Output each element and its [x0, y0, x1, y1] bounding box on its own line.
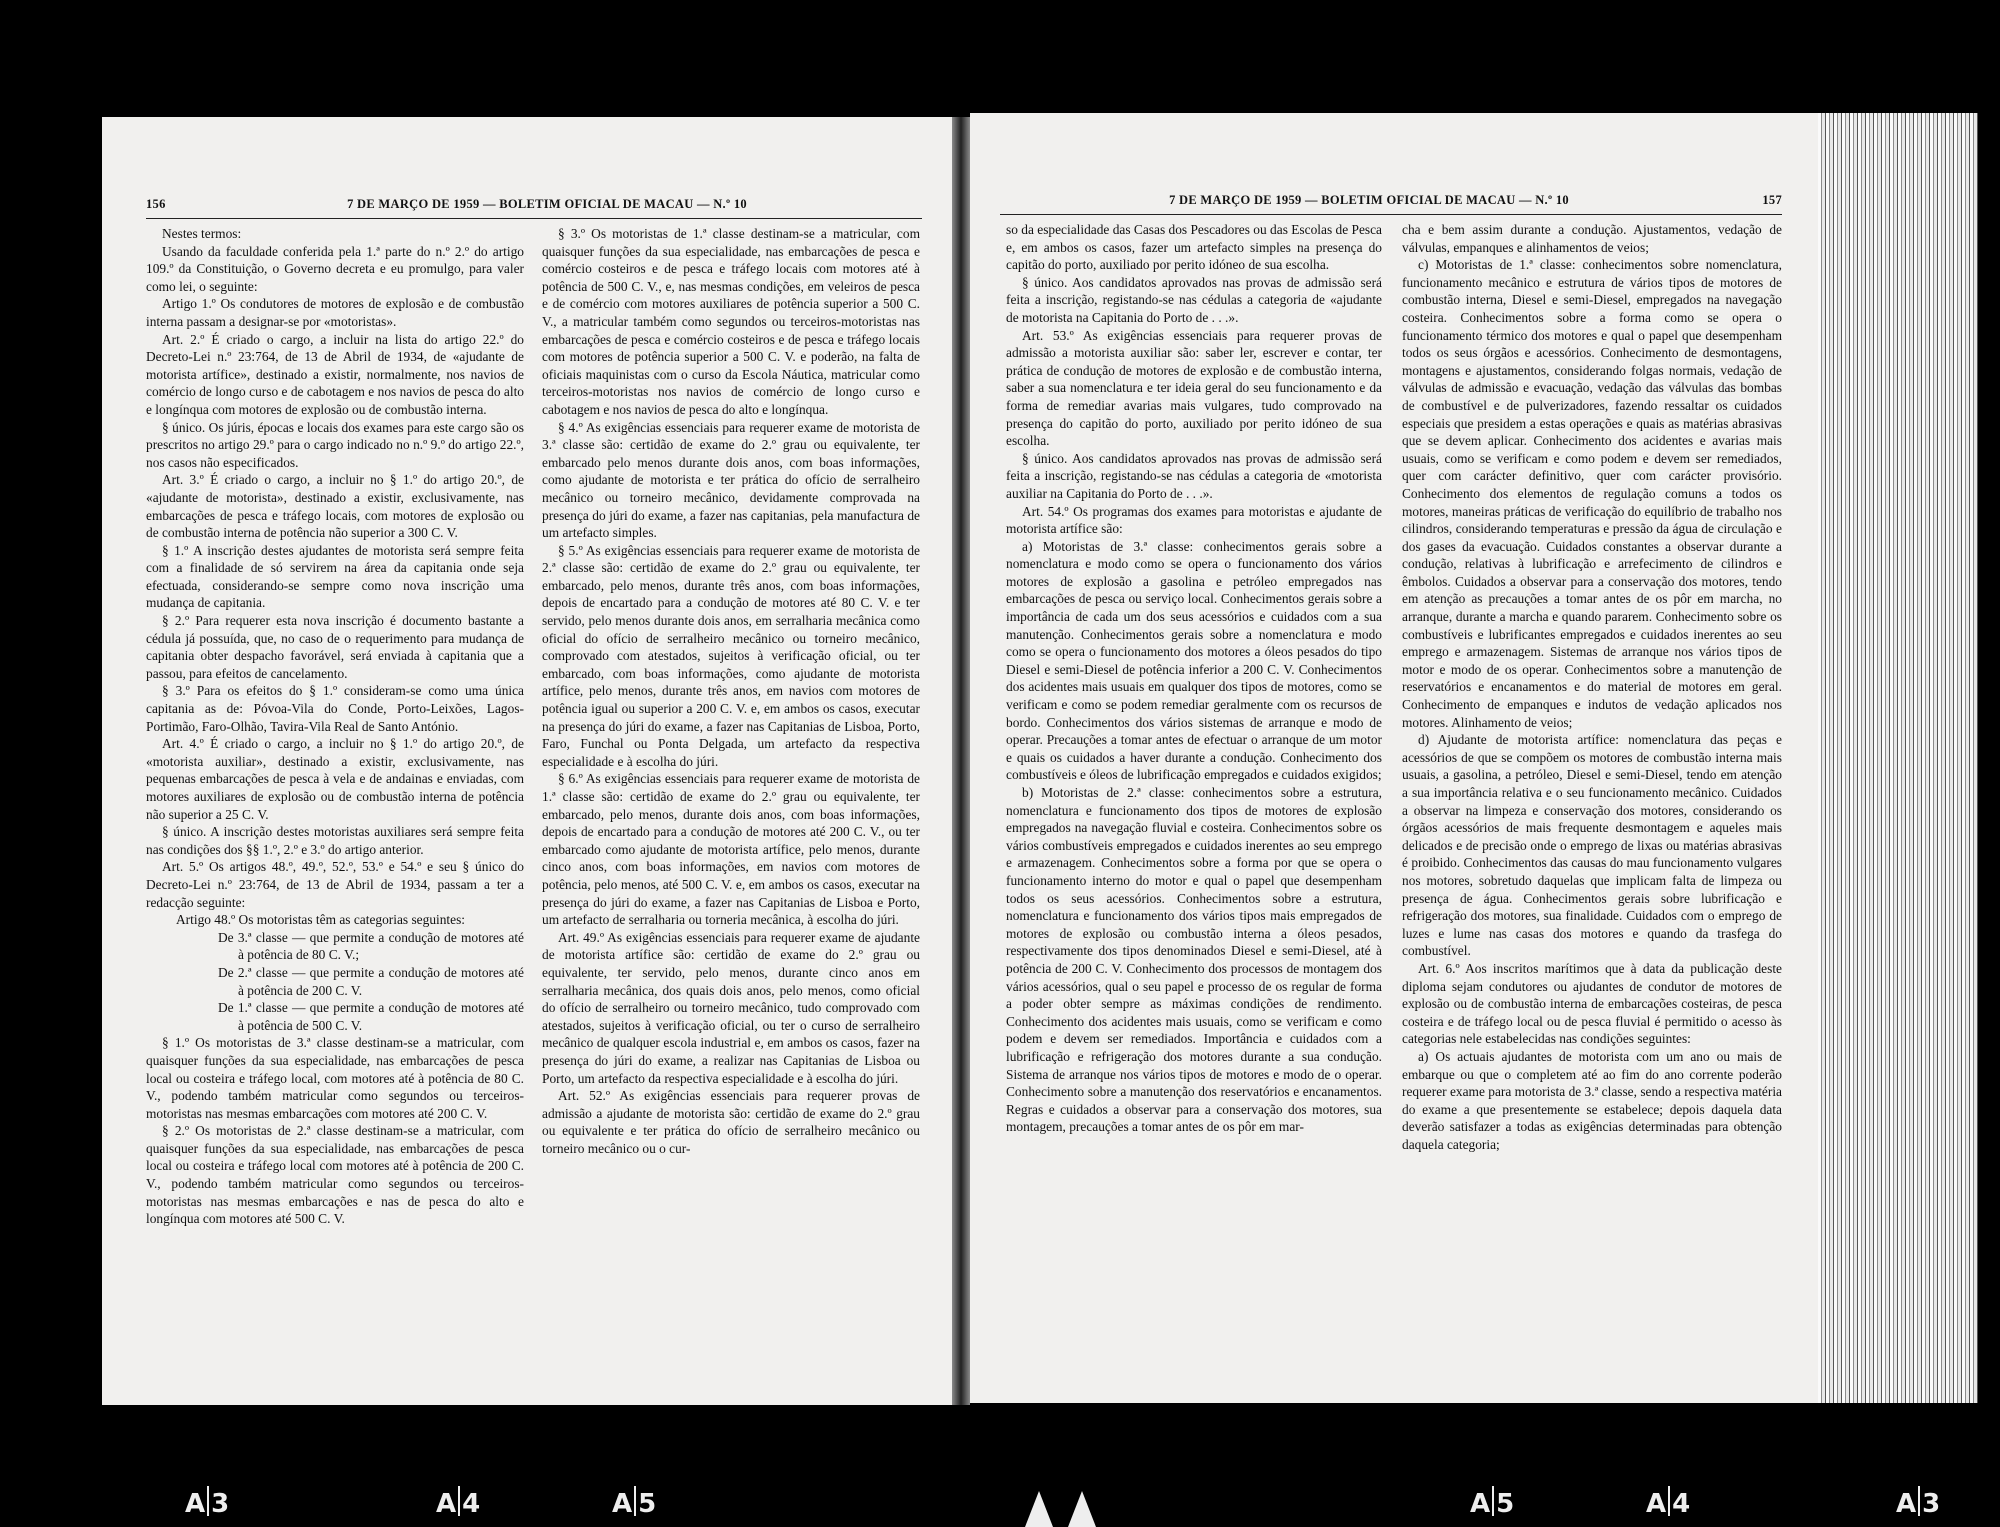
paragraph: Art. 49.º As exigências essenciais para requerer exame de ajudante de motorista artífice são: certidão de exame do 2.º grau ou equivalente, ter servido, pelo menos, durante cinco anos em serralharia mecânica, dos quais dois anos, pelo menos, como oficial do ofício de serralheiro ou torneiro mecânico, tudo comprovado com atestados, sujeitos à verificação oficial, ou ter o curso de serralheiro mecânico de qualquer escola industrial e, em ambos os casos, fazer na presença do júri do exame, a realizar nas Capitanias de Lisboa ou Porto, um artefacto da respectiva especialidade e à escolha do júri.	[542, 929, 920, 1086]
paragraph: Art. 3.º É criado o cargo, a incluir no § 1.º do artigo 20.º, de «ajudante de motorista», destinado a existir, exclusivamente, nas embarcações de pesca e tráfego locais, com motores de explosão ou de combustão interna de potência não superior a 300 C. V.	[146, 472, 524, 541]
paragraph: Art. 52.º As exigências essenciais para requerer provas de admissão a ajudante de motorista são: certidão de exame do 2.º grau ou equivalente e ter prática do ofício de serralheiro mecânico ou torneiro mecânico ou o cur-	[542, 1088, 920, 1156]
paragraph: cha e bem assim durante a condução. Ajustamentos, vedação de válvulas, empanques e alinhamentos de veios;	[1402, 222, 1782, 255]
paragraph: § único. Aos candidatos aprovados nas provas de admissão será feita a inscrição, registando-se nas cédulas a categoria de «motorista auxiliar na Capitania do Porto de . . .».	[1006, 450, 1382, 501]
paragraph: § 2.º Os motoristas de 2.ª classe destinam-se a matricular, com quaisquer funções da sua especialidade, nas embarcações de pesca local ou costeira e tráfego local com motores até à potência de 200 C. V., podendo também matricular como segundos ou terceiros-motoristas nas mesmas embarcações e nas de pesca do alto e longínqua com motores até 500 C. V.	[146, 1123, 524, 1227]
left-page-header	[102, 197, 952, 219]
header-rule	[146, 218, 922, 219]
paragraph: Art. 54.º Os programas dos exames para motoristas e ajudante de motorista artífice são:	[1006, 503, 1382, 537]
paragraph: Nestes termos:	[162, 226, 242, 241]
paragraph: a) Os actuais ajudantes de motorista com um ano ou mais de embarque ou que o completem até ao fim do ano corrente poderão requerer exame para motorista de 3.ª classe, sendo a respectiva matéria do exame a que presentemente se estabelece; depois daquela data deverão satisfazer a todas as exigências determinadas para obtenção daquela categoria;	[1402, 1048, 1782, 1152]
paragraph: § 1.º A inscrição destes ajudantes de motorista será sempre feita com a finalidade de só servirem na área da capitania onde seja efectuada, considerando-se sempre como nova inscrição uma mudança de capitania.	[146, 542, 524, 611]
paragraph: d) Ajudante de motorista artífice: nomenclatura das peças e acessórios de que se compõem os motores de combustão interna mais usuais, a gasolina, a petróleo, Diesel e semi-Diesel, tendo em atenção a sua importância relativa e o seu funcionamento mecânico. Cuidados a observar na limpeza e conservação dos motores, considerando os órgãos acessórios de mais frequente desmontagem e aqueles mais delicados e de precisão onde o emprego de lixas ou matérias abrasivas é proibido. Conhecimentos das causas do mau funcionamento vulgares nos motores, sobretudo daquelas que implicam falta de limpeza ou presença de água. Conhecimentos gerais sobre lubrificação e refrigeração dos motores, sua finalidade. Cuidados com o emprego de luzes e lume nas casas dos motores e quando da trasfega do combustível.	[1402, 732, 1782, 959]
paragraph: c) Motoristas de 1.ª classe: conhecimentos sobre nomenclatura, funcionamento mecânico e estrutura de vários tipos de motores de combustão interna, Diesel e semi-Diesel, empregados na navegação costeira. Conhecimentos sobre a forma como se opera o funcionamento térmico dos motores e qual o papel que desempenham todos os seus órgãos e acessórios. Conhecimento de desmontagens, montagens e ajustamentos, considerando folgas normais, vedação de válvulas de admissão e evacuação, vedação das válvulas das bombas de combustível e de pulverizadores, fazendo ressaltar os cuidados especiais que presidem a estas operações e quais as matérias abrasivas que se devem aplicar. Conhecimento dos acidentes e avarias mais usuais, como se verificam e como podem e devem ser remediados, quer com carácter definitivo, quer com carácter provisório. Conhecimento dos elementos de regulação comuns a todos os motores, maneiras práticas de verificação do equilíbrio de trabalho nos cilindros, considerando temperaturas e pressão da água de circulação e dos gases da evacuação. Cuidados constantes a observar durante a condução, relativas à lubrificação e arrefecimento de cilindros e êmbolos. Cuidados a observar para a conservação dos motores, tendo em atenção as precauções a tomar antes de os pôr em marcha, no arranque, durante a marcha e quando pararem. Conhecimento sobre os combustíveis e lubrificantes empregados e cuidados inerentes ao seu emprego e armazenagem. Sistemas de arranque nos vários tipos de motor e modo de os operar. Conhecimentos sobre a manutenção de reservatórios e encanamentos e do material de motores em geral. Conhecimento de empanques e indutos de vedação aplicados nos motores. Alinhamento de veios;	[1402, 257, 1782, 730]
right-page-column-1	[1006, 221, 1382, 1393]
header-rule	[1000, 214, 1782, 215]
paragraph: § único. Aos candidatos aprovados nas provas de admissão será feita a inscrição, registando-se nas cédulas a categoria de «ajudante de motorista na Capitania do Porto de . . .».	[1006, 274, 1382, 325]
film-mark: A 3	[1896, 1486, 1940, 1519]
paragraph: Art. 4.º É criado o cargo, a incluir no § 1.º do artigo 20.º, de «motorista auxiliar», destinado a existir, exclusivamente, nas pequenas embarcações de pesca à vela e de andainas e enviadas, com motores auxiliares de explosão ou de combustão interna de potência não superior a 25 C. V.	[146, 736, 524, 822]
paragraph: § 5.º As exigências essenciais para requerer exame de motorista de 2.ª classe são: certidão de exame do 2.º grau ou equivalente, ter embarcado, pelo menos, durante três anos, com boas informações, depois de encartado para a condução de motores até 80 C. V. e ter servido, pelo menos durante dois anos, em serralharia mecânica como oficial do ofício de serralheiro mecânico ou torneiro mecânico, comprovado com atestados, sujeitos à verificação oficial, ou ter embarcado, com boas informações, como ajudante de motorista artífice, pelo menos, durante três anos, em navios com motores de potência igual ou superior a 200 C. V. e, em ambos os casos, executar na presença do júri do exame, a fazer nas Capitanias de Lisboa, Porto, Faro, Funchal ou Ponta Delgada, um artefacto da respectiva especialidade e à escolha do júri.	[542, 542, 920, 769]
film-mark: A 3	[185, 1486, 229, 1519]
paragraph: Artigo 48.º Os motoristas têm as categorias seguintes:	[176, 912, 466, 928]
header-title: 7 DE MARÇO DE 1959 — BOLETIM OFICIAL DE MACAU — N.º 10	[1169, 193, 1569, 207]
paragraph: b) Motoristas de 2.ª classe: conhecimentos sobre a estrutura, nomenclatura e funcionamento dos tipos de motores de explosão empregados na navegação fluvial e costeira. Conhecimentos sobre os vários combustíveis empregados e cuidados inerentes ao seu emprego e armazenagem. Conhecimentos sobre a forma por que se opera o funcionamento interno do motor e qual o papel que desempenham todos os seus acessórios. Conhecimentos sobre a estrutura, nomenclatura e funcionamento dos vários tipos mais empregados de motores de explosão ou combustão interna a óleos pesados, respectivamente dos tipos denominados Diesel e semi-Diesel, até à potência de 200 C. V. Conhecimento dos processos de montagem dos vários acessórios, qual o seu papel e processo de os regular de forma a poder obter sempre as máximas condições de rendimento. Conhecimento dos acidentes mais usuais, como se verificam e como podem e devem ser remediados. Importância e cuidados com a lubrificação e refrigeração dos motores durante a sua condução. Sistema de arranque nos vários tipos de motores e modo de o operar. Conhecimento sobre a manutenção dos reservatórios e encanamentos. Regras e cuidados a observar para a conservação dos motores, sua montagem, precauções a tomar antes de os pôr em mar-	[1006, 785, 1382, 1135]
paragraph: Art. 5.º Os artigos 48.º, 49.º, 52.º, 53.º e 54.º e seu § único do Decreto-Lei n.º 23:764, de 13 de Abril de 1934, passam a ter a redacção seguinte:	[146, 859, 524, 910]
paragraph: Art. 2.º É criado o cargo, a incluir na lista do artigo 22.º do Decreto-Lei n.º 23:764, de 13 de Abril de 1934, de «ajudante de motorista artífice», destinado a existir, normalmente, nos navios de comércio de longo curso e de cabotagem e nos navios de pesca do alto e longínqua com motores de explosão ou de combustão interna.	[146, 331, 524, 417]
page-edges	[1818, 113, 1978, 1403]
paragraph: § 2.º Para requerer esta nova inscrição é documento bastante a cédula já possuída, que, no caso de o requerimento para mudança de capitania obter despacho favorável, será enviada à capitania que a passou, para efeitos de cancelamento.	[146, 613, 524, 681]
paragraph: Art. 53.º As exigências essenciais para requerer provas de admissão a motorista auxiliar são: saber ler, escrever e contar, ter prática de condução de motores de explosão e de combustão interna, saber a sua nomenclatura e ter ideia geral do seu funcionamento e da forma de remediar avarias mais vulgares, tudo comprovado na presença do capitão do porto, auxiliado por perito idóneo de sua escolha.	[1006, 327, 1382, 449]
header-title: 7 DE MARÇO DE 1959 — BOLETIM OFICIAL DE MACAU — N.º 10	[347, 197, 747, 211]
paragraph: § único. A inscrição destes motoristas auxiliares será sempre feita nas condições dos §§ 1.º, 2.º e 3.º do artigo anterior.	[146, 824, 524, 857]
page-number: 156	[146, 197, 166, 211]
film-mark: A 5	[1470, 1486, 1514, 1519]
film-mark: A 4	[1646, 1486, 1690, 1519]
film-notch	[1068, 1491, 1096, 1527]
paragraph: Usando da faculdade conferida pela 1.ª parte do n.º 2.º do artigo 109.º da Constituição, o Governo decreta e eu promulgo, para valer como lei, o seguinte:	[146, 243, 524, 294]
paragraph: § 6.º As exigências essenciais para requerer exame de motorista de 1.ª classe são: certidão de exame do 2.º grau ou equivalente, ter embarcado, pelo menos, durante dois anos, com boas informações, depois de encartado para a condução de motores até 200 C. V., ou ter embarcado como ajudante de motorista artífice, pelo menos, durante cinco anos, com boas informações, em navios com motores de potência, pelo menos, até 500 C. V. e, em ambos os casos, executar na presença do júri do exame, a fazer nas Capitanias de Lisboa e Porto, um artefacto de serralharia ou torneria mecânica, à escolha do júri.	[542, 771, 920, 928]
left-page	[102, 117, 952, 1405]
page-number: 157	[1762, 193, 1782, 207]
paragraph: § 3.º Os motoristas de 1.ª classe destinam-se a matricular, com quaisquer funções da sua especialidade, nas embarcações de pesca e comércio costeiros e de pesca e tráfego locais com motores até à potência de 500 C. V., e, nas mesmas condições, em veleiros de pesca e de comércio com motores auxiliares de potência superior a 500 C. V., a matricular também como segundos ou terceiros-motoristas nas embarcações de pesca e comércio costeiros e de pesca e tráfego locais com motores de potência superior a 500 C. V. e poderão, na falta de oficiais maquinistas com o curso da Escola Náutica, matricular como terceiros-motoristas nos navios de comércio de longo curso e cabotagem e nos navios de pesca do alto e longínqua.	[542, 226, 920, 417]
paragraph: so da especialidade das Casas dos Pescadores ou das Escolas de Pesca e, em ambos os casos, fazer um artefacto simples na presença do capitão do porto, auxiliado por perito idóneo de sua escolha.	[1006, 222, 1382, 273]
left-page-column-2	[542, 225, 920, 1395]
left-page-column-1	[146, 225, 524, 1395]
right-page	[970, 113, 1818, 1403]
paragraph: § único. Os júris, épocas e locais dos exames para este cargo são os prescritos no artigo 29.º para o cargo indicado no n.º 9.º do artigo 22.º, nos casos não especificados.	[146, 419, 524, 470]
film-mark: A 5	[612, 1486, 656, 1519]
paragraph: § 4.º As exigências essenciais para requerer exame de motorista de 3.ª classe são: certidão de exame do 2.º grau ou equivalente, ter embarcado pelo menos durante dois anos, com boas informações, como ajudante de motorista e ter prática do ofício de serralheiro mecânico ou torneiro mecânico, devidamente comprovada na presença do júri do exame, a fazer nas capitanias, pela manufactura de um artefacto simples.	[542, 419, 920, 541]
book-gutter	[952, 117, 970, 1405]
right-page-header	[970, 193, 1818, 215]
paragraph: Art. 6.º Aos inscritos marítimos que à data da publicação deste diploma sejam condutores ou ajudantes de condutor de motores de explosão ou de combustão interna de embarcações costeiras, de pesca costeira e de tráfego local ou de pesca fluvial é permitido o acesso às categorias nele estabelecidas nas condições seguintes:	[1402, 960, 1782, 1047]
paragraph: De 3.ª classe — que permite a condução de motores até à potência de 80 C. V.;	[218, 929, 524, 963]
paragraph: De 2.ª classe — que permite a condução de motores até à potência de 200 C. V.	[218, 964, 524, 998]
film-mark: A 4	[436, 1486, 480, 1519]
film-notch	[1025, 1491, 1053, 1527]
right-page-column-2	[1402, 221, 1782, 1393]
paragraph: § 1.º Os motoristas de 3.ª classe destinam-se a matricular, com quaisquer funções da sua especialidade, nas embarcações de pesca local ou costeira e tráfego local, com motores até à potência de 80 C. V., podendo também matricular como segundos ou terceiros-motoristas nas mesmas embarcações com motores até 200 C. V.	[146, 1035, 524, 1121]
paragraph: § 3.º Para os efeitos do § 1.º consideram-se como uma única capitania as de: Póvoa-Vila do Conde, Porto-Leixões, Lagos-Portimão, Faro-Olhão, Tavira-Vila Real de Santo António.	[146, 683, 524, 734]
paragraph: Artigo 1.º Os condutores de motores de explosão e de combustão interna passam a designar-se por «motoristas».	[146, 296, 524, 329]
paragraph: De 1.ª classe — que permite a condução de motores até à potência de 500 C. V.	[218, 1000, 524, 1033]
paragraph: a) Motoristas de 3.ª classe: conhecimentos gerais sobre a nomenclatura e modo como se opera o funcionamento dos vários motores de explosão a gasolina e petróleo empregados nas embarcações de pesca ou serviço local. Conhecimentos gerais sobre a importância de cada um dos seus acessórios e cuidados com a sua manutenção. Conhecimentos gerais sobre a nomenclatura e modo como se opera o funcionamento dos motores a óleos pesados do tipo Diesel e semi-Diesel de potência inferior a 200 C. V. Conhecimentos dos acidentes mais usuais em qualquer dos tipos de motores, como se verificam e como se podem remediar geralmente com os recursos de bordo. Conhecimentos dos vários sistemas de arranque e modo de operar. Precauções a tomar antes de efectuar o arranque de um motor e quais os cuidados a haver durante a condução. Conhecimento dos combustíveis e óleos de lubrificação empregados e cuidados exigidos;	[1006, 538, 1382, 783]
